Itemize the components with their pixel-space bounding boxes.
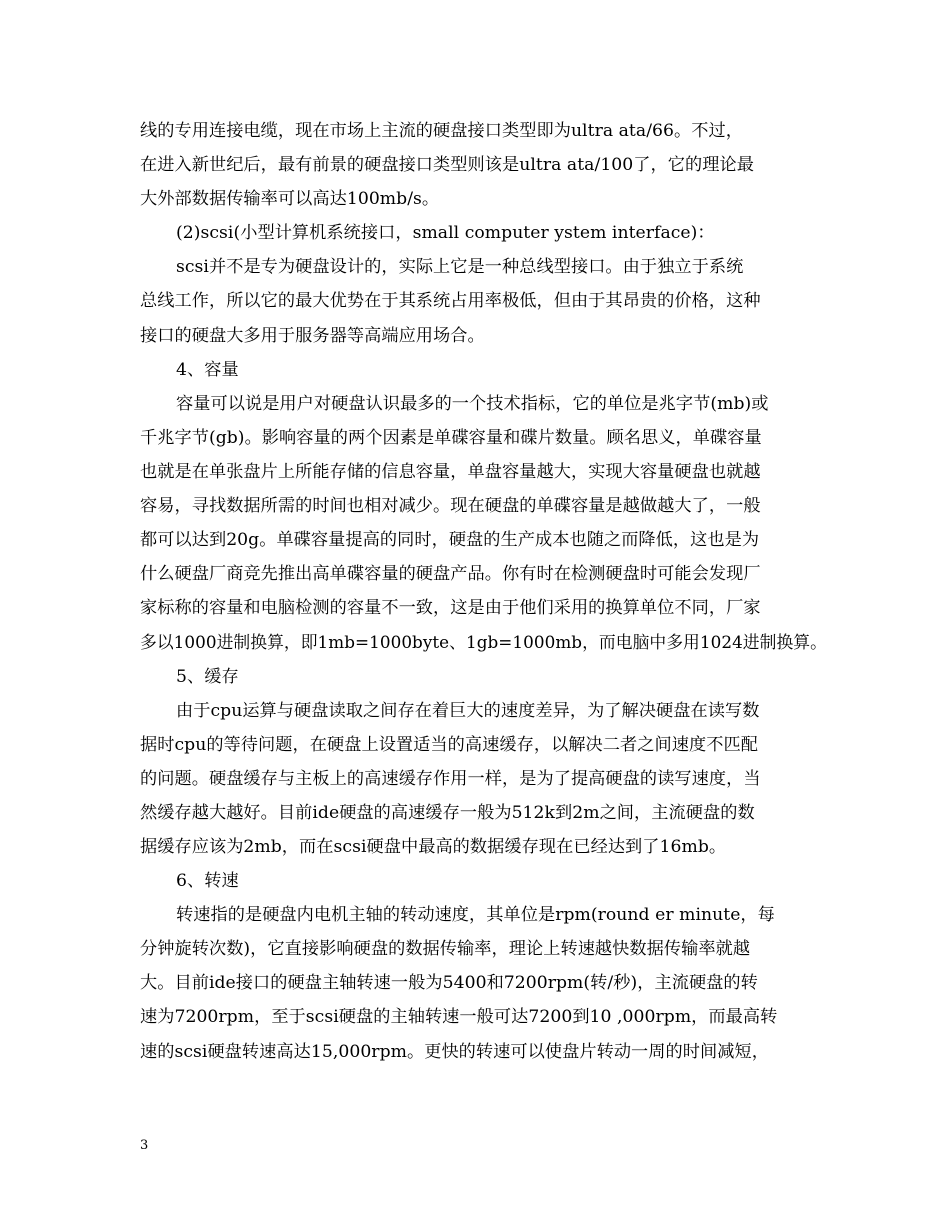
text-line: 都可以达到20g。单碟容量提高的同时，硬盘的生产成本也随之而降低，这也是为 (140, 530, 760, 551)
text-line: 据时cpu的等待问题，在硬盘上设置适当的高速缓存，以解决二者之间速度不匹配 (140, 734, 758, 755)
text-line: 分钟旋转次数)，它直接影响硬盘的数据传输率，理论上转速越快数据传输率就越 (140, 939, 751, 960)
page-number: 3 (140, 1138, 149, 1153)
text-line: 大。目前ide接口的硬盘主轴转速一般为5400和7200rpm(转/秒)，主流硬盘的转 (140, 973, 758, 994)
text-line: 家标称的容量和电脑检测的容量不一致，这是由于他们采用的换算单位不同，厂家 (140, 598, 761, 619)
text-line: 转速指的是硬盘内电机主轴的转动速度，其单位是rpm(round er minute，每 (176, 905, 775, 926)
text-line: 然缓存越大越好。目前ide硬盘的高速缓存一般为512k到2m之间，主流硬盘的数 (140, 802, 755, 823)
text-line: 4、容量 (176, 359, 239, 380)
text-line: 在进入新世纪后，最有前景的硬盘接口类型则该是ultra ata/100了，它的理论最 (140, 155, 754, 176)
text-line: scsi并不是专为硬盘设计的，实际上它是一种总线型接口。由于独立于系统 (176, 257, 744, 278)
text-line: 总线工作，所以它的最大优势在于其系统占用率极低，但由于其昂贵的价格，这种 (140, 291, 761, 312)
text-line: 容易，寻找数据所需的时间也相对减少。现在硬盘的单碟容量是越做越大了，一般 (140, 496, 761, 517)
text-line: 也就是在单张盘片上所能存储的信息容量，单盘容量越大，实现大容量硬盘也就越 (140, 461, 761, 482)
text-line: 据缓存应该为2mb，而在scsi硬盘中最高的数据缓存现在已经达到了16mb。 (140, 836, 727, 857)
text-line: 接口的硬盘大多用于服务器等高端应用场合。 (140, 325, 485, 346)
text-line: 大外部数据传输率可以高达100mb/s。 (140, 189, 440, 210)
text-line: 由于cpu运算与硬盘读取之间存在着巨大的速度差异，为了解决硬盘在读写数 (176, 700, 760, 721)
text-line: 线的专用连接电缆，现在市场上主流的硬盘接口类型即为ultra ata/66。不过， (140, 121, 743, 141)
text-line: 多以1000进制换算，即1mb=1000byte、1gb=1000mb，而电脑中多用1024进制换算。 (140, 632, 827, 653)
text-line: 千兆字节(gb)。影响容量的两个因素是单碟容量和碟片数量。顾名思义，单碟容量 (140, 427, 762, 448)
text-line: 容量可以说是用户对硬盘认识最多的一个技术指标，它的单位是兆字节(mb)或 (176, 393, 769, 414)
body-text (140, 114, 828, 1069)
text-line: 什么硬盘厂商竞先推出高单碟容量的硬盘产品。你有时在检测硬盘时可能会发现厂 (140, 564, 761, 585)
text-line: 速为7200rpm，至于scsi硬盘的主轴转速一般可达7200到10 ,000rpm，而最高转 (140, 1007, 778, 1028)
text-line: 6、转速 (176, 871, 239, 892)
text-line: 速的scsi硬盘转速高达15,000rpm。更快的转速可以使盘片转动一周的时间减短， (140, 1041, 769, 1062)
text-line: 5、缓存 (176, 666, 239, 687)
text-line: 的问题。硬盘缓存与主板上的高速缓存作用一样，是为了提高硬盘的读写速度，当 (140, 768, 761, 789)
text-line: (2)scsi(小型计算机系统接口，small computer ystem interface)： (176, 223, 715, 244)
